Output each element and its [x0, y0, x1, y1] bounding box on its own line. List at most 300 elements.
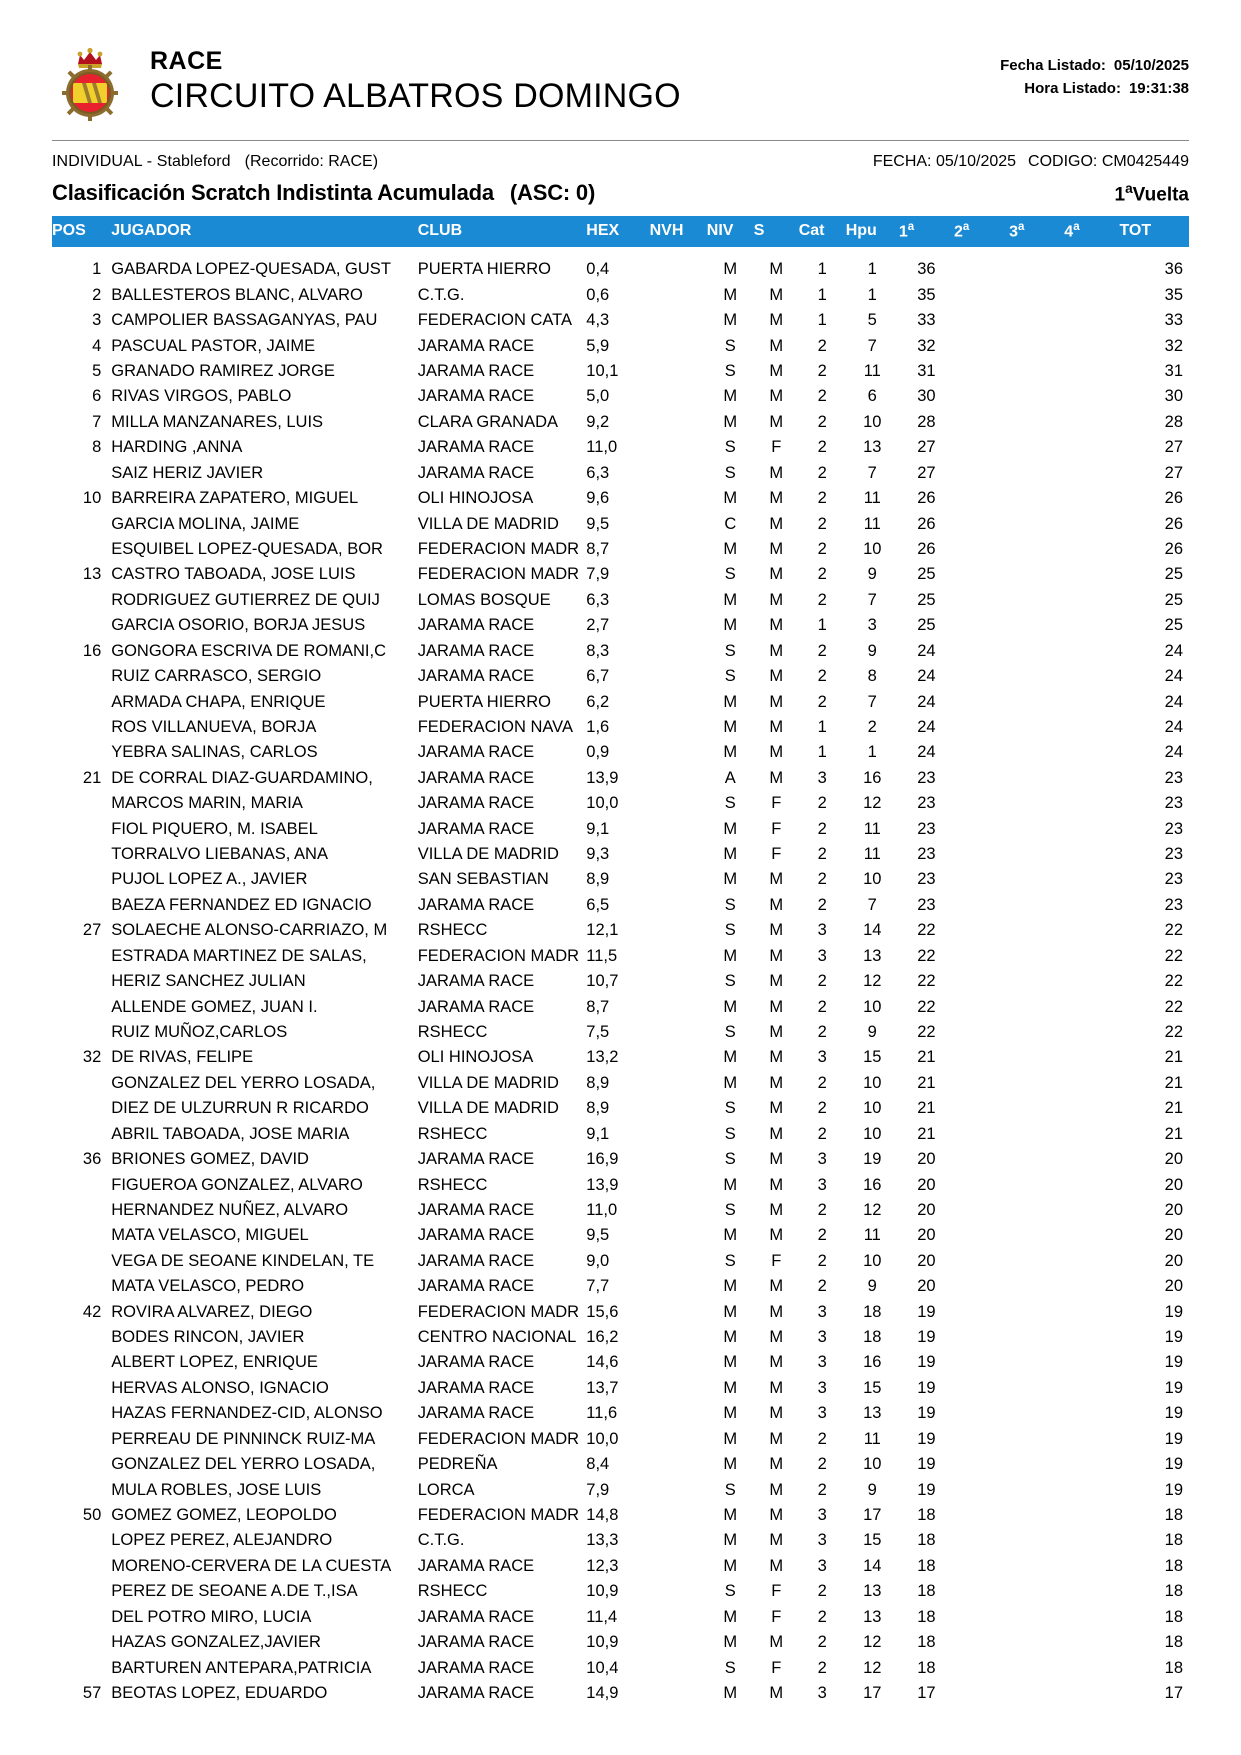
- row-niv: S: [724, 1150, 736, 1169]
- table-row: [52, 817, 1189, 842]
- row-round-3: [1009, 1605, 1064, 1630]
- row-round-3: [1009, 359, 1064, 384]
- row-sex: M: [769, 1353, 784, 1372]
- row-position: [52, 1401, 111, 1426]
- row-position: [52, 867, 111, 892]
- row-nvh: [650, 283, 707, 308]
- row-hpu: 9: [867, 565, 877, 584]
- row-sex: M: [769, 1200, 784, 1219]
- row-sex: F: [771, 438, 782, 457]
- event-title: CIRCUITO ALBATROS DOMINGO: [150, 77, 681, 116]
- row-round-1: 22: [917, 972, 936, 991]
- row-niv: M: [723, 387, 738, 406]
- table-row: [52, 1503, 1189, 1528]
- row-total: 28: [1164, 412, 1183, 431]
- row-round-3: [1009, 1249, 1064, 1274]
- row-player-name: VEGA DE SEOANE KINDELAN, TE: [111, 1251, 375, 1270]
- table-row: [52, 1274, 1189, 1299]
- row-sex: M: [769, 1633, 784, 1652]
- row-round-3: [1009, 486, 1064, 511]
- row-nvh: [650, 791, 707, 816]
- row-total: 20: [1164, 1277, 1183, 1296]
- col-nvh: NVH: [650, 216, 707, 247]
- row-round-2: [954, 995, 1009, 1020]
- row-round-3: [1009, 283, 1064, 308]
- row-round-4: [1064, 1045, 1119, 1070]
- row-hex: 10,4: [586, 1658, 619, 1677]
- row-round-1: 18: [917, 1531, 936, 1550]
- row-round-3: [1009, 1096, 1064, 1121]
- row-total: 26: [1164, 539, 1183, 558]
- row-round-3: [1009, 664, 1064, 689]
- row-position: [52, 588, 111, 613]
- row-niv: S: [724, 794, 736, 813]
- row-total: 18: [1164, 1531, 1183, 1550]
- row-position: 57: [82, 1683, 102, 1702]
- fecha-label: FECHA:: [872, 153, 932, 170]
- row-round-1: 18: [917, 1506, 936, 1524]
- row-hex: 10,9: [586, 1633, 619, 1652]
- row-total: 19: [1164, 1455, 1183, 1474]
- row-round-4: [1064, 918, 1119, 943]
- row-hpu: 18: [863, 1328, 882, 1347]
- row-club: JARAMA RACE: [417, 1378, 535, 1397]
- row-hpu: 14: [863, 921, 882, 940]
- row-category: 3: [817, 1048, 827, 1067]
- row-category: 2: [817, 794, 827, 813]
- row-nvh: [650, 639, 707, 664]
- row-round-4: [1064, 995, 1119, 1020]
- row-hex: 9,2: [586, 412, 610, 431]
- row-nvh: [650, 1503, 707, 1528]
- row-round-1: 22: [917, 997, 936, 1016]
- row-round-3: [1009, 1325, 1064, 1350]
- row-club: FEDERACION MADR: [417, 946, 580, 965]
- row-total: 25: [1164, 565, 1183, 584]
- row-hex: 9,6: [586, 489, 610, 508]
- row-hpu: 7: [867, 895, 877, 914]
- row-club: LOMAS BOSQUE: [417, 590, 551, 609]
- row-niv: M: [723, 946, 738, 965]
- row-nvh: [650, 486, 707, 511]
- row-hex: 8,9: [586, 1099, 610, 1118]
- row-player-name: LOPEZ PEREZ, ALEJANDRO: [111, 1531, 333, 1550]
- row-category: 2: [817, 1429, 827, 1448]
- row-round-3: [1009, 435, 1064, 460]
- row-position: 8: [92, 438, 102, 457]
- row-hex: 7,5: [586, 1022, 610, 1041]
- row-nvh: [650, 1605, 707, 1630]
- row-nvh: [650, 1350, 707, 1375]
- row-round-3: [1009, 842, 1064, 867]
- row-nvh: [650, 893, 707, 918]
- row-niv: S: [724, 1124, 736, 1143]
- row-club: RSHECC: [417, 1175, 488, 1194]
- row-hpu: 11: [863, 1429, 881, 1448]
- row-sex: M: [769, 870, 784, 889]
- row-round-1: 26: [917, 514, 936, 533]
- row-hpu: 7: [867, 590, 877, 609]
- table-row: [52, 791, 1189, 816]
- row-round-4: [1064, 1401, 1119, 1426]
- row-sex: M: [769, 1556, 784, 1575]
- row-category: 2: [817, 845, 827, 864]
- row-hpu: 11: [863, 489, 881, 508]
- row-niv: M: [723, 692, 738, 711]
- row-hex: 10,0: [586, 794, 619, 813]
- row-player-name: MILLA MANZANARES, LUIS: [111, 412, 324, 431]
- table-row: [52, 334, 1189, 359]
- row-sex: M: [769, 539, 784, 558]
- row-round-2: [954, 1605, 1009, 1630]
- row-sex: M: [769, 768, 784, 787]
- row-nvh: [650, 1681, 707, 1706]
- row-sex: M: [769, 387, 784, 406]
- row-niv: M: [723, 1607, 738, 1626]
- row-hex: 15,6: [586, 1302, 619, 1321]
- row-nvh: [650, 1096, 707, 1121]
- row-total: 33: [1164, 311, 1183, 330]
- row-position: [52, 1249, 111, 1274]
- row-club: C.T.G.: [417, 1531, 465, 1550]
- row-total: 24: [1164, 667, 1183, 686]
- row-club: LORCA: [417, 1480, 475, 1499]
- table-row: [52, 1325, 1189, 1350]
- classification-title-text: Clasificación Scratch Indistinta Acumulada: [52, 180, 494, 205]
- fecha-listado-label: Fecha Listado:: [1000, 57, 1106, 74]
- row-hex: 13,3: [586, 1531, 619, 1550]
- row-hex: 13,2: [586, 1048, 619, 1067]
- row-round-4: [1064, 1173, 1119, 1198]
- row-category: 2: [817, 336, 827, 355]
- row-position: [52, 1350, 111, 1375]
- row-category: 3: [817, 1328, 827, 1347]
- table-row: [52, 740, 1189, 765]
- table-row: [52, 1071, 1189, 1096]
- row-sex: M: [769, 717, 784, 736]
- row-round-3: [1009, 1681, 1064, 1706]
- row-sex: M: [769, 895, 784, 914]
- row-niv: M: [723, 1073, 738, 1092]
- brand-text: [150, 48, 681, 116]
- row-player-name: DE CORRAL DIAZ-GUARDAMINO,: [111, 768, 373, 787]
- row-hex: 5,0: [586, 387, 610, 406]
- row-niv: M: [723, 1633, 738, 1652]
- row-round-4: [1064, 1198, 1119, 1223]
- row-hpu: 19: [863, 1150, 882, 1169]
- row-nvh: [650, 537, 707, 562]
- row-niv: M: [723, 1683, 738, 1702]
- col-round-4: 4$^a$: [1064, 216, 1119, 247]
- row-niv: M: [723, 819, 738, 838]
- row-round-2: [954, 1452, 1009, 1477]
- row-hex: 10,0: [586, 1429, 619, 1448]
- row-player-name: ROS VILLANUEVA, BORJA: [111, 717, 317, 736]
- table-row: [52, 1173, 1189, 1198]
- row-position: 2: [92, 285, 102, 304]
- row-hex: 9,1: [586, 819, 610, 838]
- row-category: 1: [817, 717, 827, 736]
- row-round-3: [1009, 1020, 1064, 1045]
- row-player-name: BALLESTEROS BLANC, ALVARO: [111, 285, 363, 304]
- row-club: JARAMA RACE: [417, 667, 535, 686]
- row-round-4: [1064, 1274, 1119, 1299]
- table-row: [52, 893, 1189, 918]
- row-nvh: [650, 1198, 707, 1223]
- row-position: 36: [82, 1150, 102, 1169]
- row-player-name: FIGUEROA GONZALEZ, ALVARO: [111, 1175, 363, 1194]
- row-nvh: [650, 766, 707, 791]
- row-hex: 9,0: [586, 1251, 610, 1270]
- row-nvh: [650, 1554, 707, 1579]
- row-niv: M: [723, 997, 738, 1016]
- row-position: [52, 1198, 111, 1223]
- table-row: [52, 944, 1189, 969]
- row-category: 3: [817, 1531, 827, 1550]
- table-row: [52, 690, 1189, 715]
- row-hex: 9,5: [586, 514, 610, 533]
- row-round-1: 18: [917, 1607, 936, 1626]
- col-round-1: 1$^a$: [899, 216, 954, 247]
- row-hpu: 13: [863, 1607, 882, 1626]
- row-round-2: [954, 817, 1009, 842]
- row-round-4: [1064, 766, 1119, 791]
- row-position: 27: [82, 921, 102, 940]
- row-round-2: [954, 715, 1009, 740]
- row-round-2: [954, 766, 1009, 791]
- row-total: 36: [1164, 260, 1183, 279]
- row-position: [52, 1376, 111, 1401]
- row-nvh: [650, 562, 707, 587]
- row-round-1: 22: [917, 921, 936, 940]
- row-round-3: [1009, 867, 1064, 892]
- row-total: 25: [1164, 616, 1183, 635]
- row-category: 2: [817, 463, 827, 482]
- row-category: 3: [817, 1302, 827, 1321]
- row-club: JARAMA RACE: [417, 743, 535, 762]
- row-round-1: 21: [917, 1099, 936, 1118]
- row-nvh: [650, 1401, 707, 1426]
- row-hex: 12,1: [586, 921, 619, 940]
- row-player-name: ALBERT LOPEZ, ENRIQUE: [111, 1353, 318, 1372]
- row-round-4: [1064, 1096, 1119, 1121]
- row-hex: 2,7: [586, 616, 610, 635]
- row-total: 21: [1164, 1099, 1183, 1118]
- row-category: 2: [817, 870, 827, 889]
- fecha-value: 05/10/2025: [935, 153, 1017, 170]
- row-nvh: [650, 1528, 707, 1553]
- row-round-2: [954, 1147, 1009, 1172]
- table-row: [52, 461, 1189, 486]
- row-player-name: GONZALEZ DEL YERRO LOSADA,: [111, 1073, 376, 1092]
- row-niv: M: [723, 1328, 738, 1347]
- row-total: 23: [1164, 819, 1183, 838]
- row-club: RSHECC: [417, 1022, 488, 1041]
- row-hex: 14,9: [586, 1683, 619, 1702]
- table-row: [52, 639, 1189, 664]
- row-round-3: [1009, 791, 1064, 816]
- row-sex: F: [771, 845, 782, 864]
- row-category: 2: [817, 895, 827, 914]
- row-nvh: [650, 664, 707, 689]
- row-hpu: 15: [863, 1048, 882, 1067]
- row-position: [52, 1630, 111, 1655]
- row-round-1: 24: [917, 667, 936, 686]
- row-category: 3: [817, 1683, 827, 1702]
- row-hex: 11,0: [586, 1200, 618, 1219]
- row-round-3: [1009, 410, 1064, 435]
- row-total: 22: [1164, 946, 1183, 965]
- classification-title-row: [52, 180, 1189, 206]
- row-position: 21: [82, 768, 102, 787]
- row-club: JARAMA RACE: [417, 997, 535, 1016]
- leaderboard-body: [52, 247, 1189, 1706]
- table-row: [52, 715, 1189, 740]
- col-club: CLUB: [418, 216, 587, 247]
- row-nvh: [650, 690, 707, 715]
- row-round-3: [1009, 1071, 1064, 1096]
- table-row: [52, 1223, 1189, 1248]
- table-row: [52, 1605, 1189, 1630]
- row-total: 21: [1164, 1124, 1183, 1143]
- row-round-1: 23: [917, 895, 936, 914]
- row-total: 22: [1164, 921, 1183, 940]
- row-position: [52, 715, 111, 740]
- row-category: 2: [817, 1582, 827, 1601]
- row-hex: 1,6: [586, 717, 610, 736]
- row-category: 2: [817, 590, 827, 609]
- row-round-1: 31: [917, 362, 936, 381]
- row-round-2: [954, 1528, 1009, 1553]
- row-round-2: [954, 1173, 1009, 1198]
- table-row: [52, 1478, 1189, 1503]
- row-hpu: 9: [867, 641, 877, 660]
- row-round-4: [1064, 639, 1119, 664]
- row-position: [52, 1122, 111, 1147]
- row-round-3: [1009, 308, 1064, 333]
- row-hpu: 10: [863, 870, 882, 889]
- row-round-4: [1064, 740, 1119, 765]
- row-hex: 9,3: [586, 845, 610, 864]
- row-hex: 6,2: [586, 692, 610, 711]
- row-round-4: [1064, 562, 1119, 587]
- row-round-3: [1009, 512, 1064, 537]
- row-nvh: [650, 1223, 707, 1248]
- row-sex: M: [769, 641, 784, 660]
- row-category: 2: [817, 489, 827, 508]
- row-hpu: 10: [863, 1455, 882, 1474]
- row-sex: M: [769, 1683, 784, 1702]
- row-niv: M: [723, 1429, 738, 1448]
- row-position: [52, 690, 111, 715]
- row-round-3: [1009, 1147, 1064, 1172]
- row-hpu: 10: [863, 1073, 882, 1092]
- table-row: [52, 562, 1189, 587]
- row-sex: F: [771, 794, 782, 813]
- row-sex: M: [769, 336, 784, 355]
- row-position: 6: [92, 387, 102, 406]
- row-hpu: 9: [867, 1022, 877, 1041]
- row-club: VILLA DE MADRID: [417, 1073, 559, 1092]
- row-position: [52, 791, 111, 816]
- row-niv: M: [723, 1556, 738, 1575]
- brand-block: [52, 44, 681, 122]
- row-nvh: [650, 842, 707, 867]
- row-round-2: [954, 1300, 1009, 1325]
- row-round-3: [1009, 1350, 1064, 1375]
- table-row: [52, 664, 1189, 689]
- row-club: RSHECC: [417, 1582, 488, 1601]
- row-club: JARAMA RACE: [417, 895, 535, 914]
- row-round-2: [954, 613, 1009, 638]
- row-hex: 5,9: [586, 336, 610, 355]
- row-round-3: [1009, 1173, 1064, 1198]
- row-player-name: GARCIA OSORIO, BORJA JESUS: [111, 616, 366, 635]
- codigo-value: CM0425449: [1101, 153, 1189, 170]
- row-hex: 4,3: [586, 311, 610, 330]
- row-round-3: [1009, 1122, 1064, 1147]
- row-hpu: 5: [867, 311, 877, 330]
- row-round-2: [954, 1503, 1009, 1528]
- row-club: JARAMA RACE: [417, 1150, 535, 1169]
- row-category: 2: [817, 1124, 827, 1143]
- row-total: 19: [1164, 1353, 1183, 1372]
- row-niv: M: [723, 539, 738, 558]
- row-position: [52, 1020, 111, 1045]
- row-round-4: [1064, 944, 1119, 969]
- row-total: 23: [1164, 870, 1183, 889]
- row-round-4: [1064, 1528, 1119, 1553]
- row-sex: M: [769, 1022, 784, 1041]
- row-player-name: PEREZ DE SEOANE A.DE T.,ISA: [111, 1582, 358, 1601]
- row-niv: M: [723, 1226, 738, 1245]
- row-round-2: [954, 1376, 1009, 1401]
- row-round-4: [1064, 1300, 1119, 1325]
- hora-listado-label: Hora Listado:: [1024, 80, 1121, 98]
- row-round-2: [954, 893, 1009, 918]
- row-club: VILLA DE MADRID: [417, 1099, 559, 1118]
- row-round-3: [1009, 461, 1064, 486]
- row-total: 20: [1164, 1150, 1183, 1169]
- row-category: 1: [817, 260, 827, 279]
- row-niv: M: [723, 1353, 738, 1372]
- row-sex: M: [769, 1150, 784, 1169]
- row-round-1: 18: [917, 1582, 936, 1601]
- row-hpu: 1: [867, 743, 877, 762]
- row-sex: M: [769, 1277, 784, 1296]
- row-sex: M: [769, 1175, 784, 1194]
- row-player-name: GARCIA MOLINA, JAIME: [111, 514, 300, 533]
- row-club: RSHECC: [417, 1124, 488, 1143]
- row-total: 18: [1164, 1582, 1183, 1601]
- row-category: 2: [817, 1073, 827, 1092]
- row-round-4: [1064, 384, 1119, 409]
- row-player-name: RODRIGUEZ GUTIERREZ DE QUIJ: [111, 590, 380, 609]
- row-round-1: 21: [917, 1073, 936, 1092]
- row-hpu: 8: [867, 667, 877, 686]
- row-round-2: [954, 1071, 1009, 1096]
- table-row: [52, 1630, 1189, 1655]
- row-category: 1: [817, 311, 827, 330]
- row-total: 18: [1164, 1633, 1183, 1652]
- row-hex: 11,5: [586, 946, 618, 965]
- row-niv: M: [723, 1506, 738, 1524]
- row-hpu: 18: [863, 1302, 882, 1321]
- row-total: 20: [1164, 1251, 1183, 1270]
- row-round-2: [954, 1249, 1009, 1274]
- table-row: [52, 867, 1189, 892]
- row-total: 23: [1164, 895, 1183, 914]
